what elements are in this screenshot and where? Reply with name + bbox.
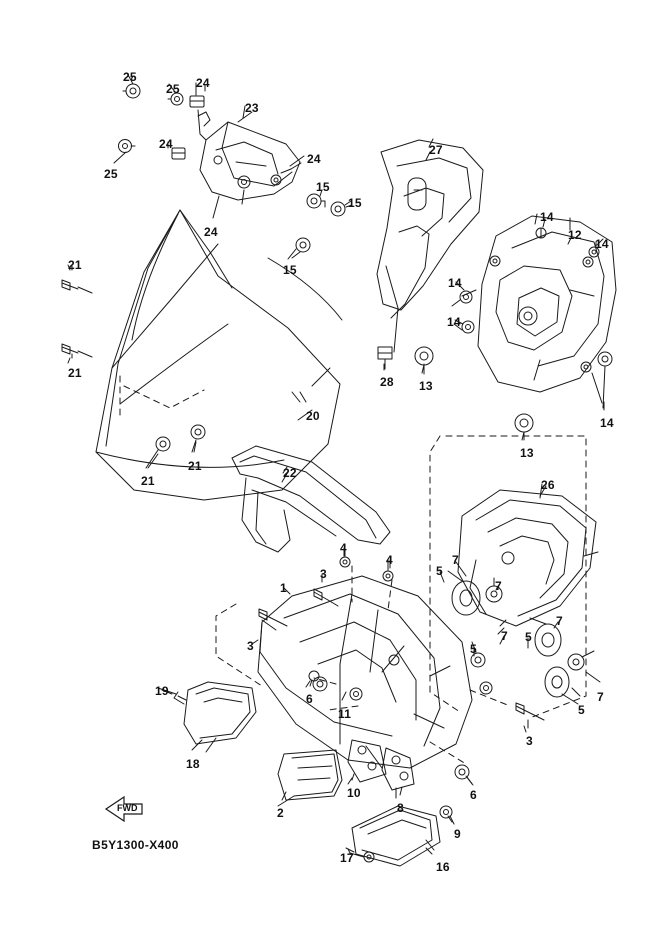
callout-6-b: 6 — [470, 788, 477, 802]
fastener-group-9-6 — [306, 671, 473, 824]
callout-18: 18 — [186, 757, 200, 771]
callout-12: 12 — [568, 228, 582, 242]
callout-21-a: 21 — [68, 258, 82, 272]
callout-leaders — [72, 76, 604, 854]
callout-22: 22 — [283, 466, 297, 480]
callout-13-b: 13 — [520, 446, 534, 460]
callout-24-d: 24 — [204, 225, 218, 239]
trim-rail-22 — [232, 446, 390, 552]
callout-14-c: 14 — [448, 276, 462, 290]
callout-3-a: 3 — [320, 567, 327, 581]
cover-18 — [158, 682, 256, 752]
callout-1: 1 — [280, 581, 287, 595]
callout-6-a: 6 — [306, 692, 313, 706]
callout-21-d: 21 — [188, 459, 202, 473]
fwd-label: FWD — [117, 803, 138, 813]
callout-10: 10 — [347, 786, 361, 800]
callout-21-c: 21 — [141, 474, 155, 488]
callout-25-c: 25 — [104, 167, 118, 181]
callout-5-a: 5 — [436, 564, 443, 578]
callout-19: 19 — [155, 684, 169, 698]
callout-27: 27 — [429, 143, 443, 157]
windscreen-20 — [96, 210, 342, 500]
callout-3-b: 3 — [247, 639, 254, 653]
callout-14-e: 14 — [600, 416, 614, 430]
fastener-group-14-13 — [415, 228, 612, 440]
callout-7-d: 7 — [501, 629, 508, 643]
callout-28: 28 — [380, 375, 394, 389]
callout-14-a: 14 — [540, 210, 554, 224]
tray-16 — [348, 806, 440, 866]
stay-27 — [377, 139, 483, 352]
callout-7-a: 7 — [452, 553, 459, 567]
callout-5-d: 5 — [578, 703, 585, 717]
callout-21-b: 21 — [68, 366, 82, 380]
callout-7-c: 7 — [556, 614, 563, 628]
clip-28 — [378, 347, 392, 369]
callout-5-c: 5 — [470, 642, 477, 656]
callout-11: 11 — [338, 707, 352, 721]
callout-16: 16 — [436, 860, 450, 874]
part-code-label: B5Y1300-X400 — [92, 838, 179, 852]
callout-24-b: 24 — [159, 137, 173, 151]
washer-group-15 — [288, 194, 351, 259]
lower-cover-2 — [278, 750, 342, 806]
callout-4-b: 4 — [386, 553, 393, 567]
callout-13-a: 13 — [419, 379, 433, 393]
callout-20: 20 — [306, 409, 320, 423]
callout-14-d: 14 — [447, 315, 461, 329]
callout-24-a: 24 — [196, 76, 210, 90]
callout-14-b: 14 — [595, 237, 609, 251]
callout-4-a: 4 — [340, 541, 347, 555]
bolt-group-21 — [62, 265, 205, 468]
callout-2: 2 — [277, 806, 284, 820]
callout-24-c: 24 — [307, 152, 321, 166]
callout-3-c: 3 — [526, 734, 533, 748]
callout-8: 8 — [397, 801, 404, 815]
callout-7-e: 7 — [597, 690, 604, 704]
callout-9: 9 — [454, 827, 461, 841]
callout-7-b: 7 — [495, 579, 502, 593]
callout-25-a: 25 — [123, 70, 137, 84]
callout-5-b: 5 — [525, 630, 532, 644]
main-stay-1 — [258, 576, 492, 768]
callout-15-a: 15 — [316, 180, 330, 194]
callout-26: 26 — [541, 478, 555, 492]
callout-23: 23 — [245, 101, 259, 115]
callout-17: 17 — [340, 851, 354, 865]
stay-bracket-23 — [198, 106, 304, 204]
callout-15-c: 15 — [283, 263, 297, 277]
callout-15-b: 15 — [348, 196, 362, 210]
callout-25-b: 25 — [166, 82, 180, 96]
